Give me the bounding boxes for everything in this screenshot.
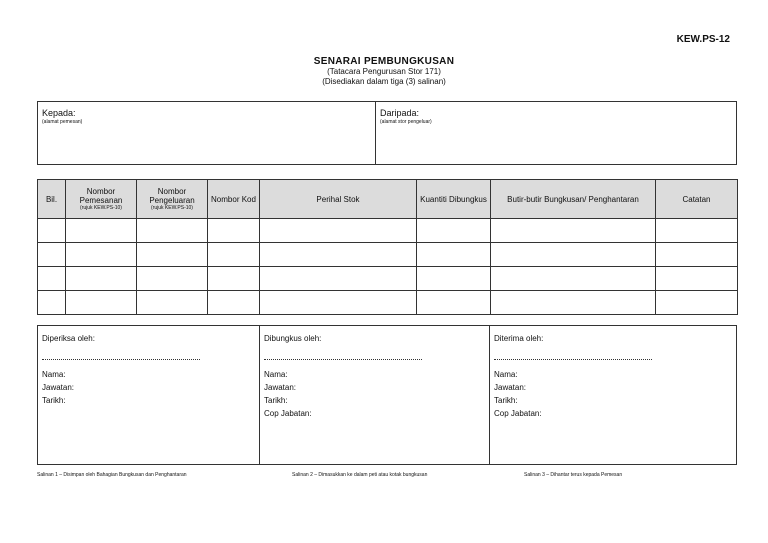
name-label: Nama: — [42, 370, 66, 379]
table-cell[interactable] — [656, 267, 738, 291]
table-cell[interactable] — [260, 219, 417, 243]
document-subtitle-2: (Disediakan dalam tiga (3) salinan) — [322, 77, 446, 86]
table-cell[interactable] — [137, 291, 208, 315]
document-subtitle-1: (Tatacara Pengurusan Stor 171) — [327, 67, 441, 76]
checked-by-section[interactable] — [38, 326, 260, 464]
address-box — [37, 101, 737, 165]
packing-list-table — [37, 179, 738, 315]
header-issue-number: Nombor Pengeluaran (rujuk KEW.PS-10) — [137, 180, 208, 219]
table-cell[interactable] — [38, 267, 66, 291]
footer-copy-1: Salinan 1 – Disimpan oleh Bahagian Bungkusan dan Penghantaran — [37, 472, 187, 478]
table-cell[interactable] — [66, 267, 137, 291]
footer-copy-2: Salinan 2 – Dimasukkan ke dalam peti atau kotak bungkusan — [292, 472, 428, 478]
table-cell[interactable] — [208, 243, 260, 267]
document-title: SENARAI PEMBUNGKUSAN — [313, 56, 455, 67]
table-cell[interactable] — [491, 219, 656, 243]
from-label: Daripada: — [380, 108, 420, 118]
from-address-field[interactable] — [376, 102, 736, 164]
packed-by-section[interactable] — [260, 326, 490, 464]
header-package-details: Butir-butir Bungkusan/ Penghantaran — [491, 180, 656, 219]
title-block — [0, 56, 768, 87]
table-row — [38, 291, 738, 315]
table-cell[interactable] — [137, 219, 208, 243]
table-cell[interactable] — [66, 219, 137, 243]
header-notes: Catatan — [656, 180, 738, 219]
table-cell[interactable] — [208, 219, 260, 243]
table-header-row — [38, 180, 738, 219]
packed-by-label: Dibungkus oleh: — [264, 334, 322, 343]
date-label: Tarikh: — [494, 396, 518, 405]
table-row — [38, 219, 738, 243]
table-cell[interactable] — [417, 267, 491, 291]
table-cell[interactable] — [417, 219, 491, 243]
header-order-number: Nombor Pemesanan (rujuk KEW.PS-10) — [66, 180, 137, 219]
header-stock-description: Perihal Stok — [260, 180, 417, 219]
table-cell[interactable] — [656, 291, 738, 315]
table-cell[interactable] — [208, 291, 260, 315]
table-cell[interactable] — [417, 243, 491, 267]
table-cell[interactable] — [417, 291, 491, 315]
table-cell[interactable] — [656, 243, 738, 267]
signature-line — [42, 359, 200, 360]
stamp-label: Cop Jabatan: — [264, 409, 312, 418]
header-code-number: Nombor Kod — [208, 180, 260, 219]
table-cell[interactable] — [38, 291, 66, 315]
from-sub-label: (alamat stor pengeluar) — [380, 119, 432, 125]
to-address-field[interactable] — [38, 102, 376, 164]
table-cell[interactable] — [260, 267, 417, 291]
signature-box — [37, 325, 737, 465]
table-row — [38, 267, 738, 291]
form-code: KEW.PS-12 — [676, 34, 730, 45]
table-cell[interactable] — [260, 243, 417, 267]
date-label: Tarikh: — [264, 396, 288, 405]
position-label: Jawatan: — [42, 383, 75, 392]
table-cell[interactable] — [208, 267, 260, 291]
signature-line — [264, 359, 422, 360]
name-label: Nama: — [494, 370, 518, 379]
stamp-label: Cop Jabatan: — [494, 409, 542, 418]
table-cell[interactable] — [491, 243, 656, 267]
date-label: Tarikh: — [42, 396, 66, 405]
table-cell[interactable] — [656, 219, 738, 243]
table-cell[interactable] — [491, 291, 656, 315]
footer-copy-3: Salinan 3 – Dihantar terus kepada Pemesan — [524, 472, 623, 478]
table-cell[interactable] — [38, 219, 66, 243]
header-quantity-packed: Kuantiti Dibungkus — [417, 180, 491, 219]
table-cell[interactable] — [38, 243, 66, 267]
received-by-label: Diterima oleh: — [494, 334, 544, 343]
to-sub-label: (alamat pemesan) — [42, 119, 83, 125]
table-row — [38, 243, 738, 267]
table-cell[interactable] — [491, 267, 656, 291]
table-cell[interactable] — [66, 243, 137, 267]
table-cell[interactable] — [137, 243, 208, 267]
name-label: Nama: — [264, 370, 288, 379]
table-cell[interactable] — [66, 291, 137, 315]
header-bil: Bil. — [38, 180, 66, 219]
checked-by-label: Diperiksa oleh: — [42, 334, 95, 343]
position-label: Jawatan: — [494, 383, 527, 392]
to-label: Kepada: — [42, 108, 76, 118]
table-cell[interactable] — [137, 267, 208, 291]
table-cell[interactable] — [260, 291, 417, 315]
position-label: Jawatan: — [264, 383, 297, 392]
signature-line — [494, 359, 652, 360]
received-by-section[interactable] — [490, 326, 736, 464]
